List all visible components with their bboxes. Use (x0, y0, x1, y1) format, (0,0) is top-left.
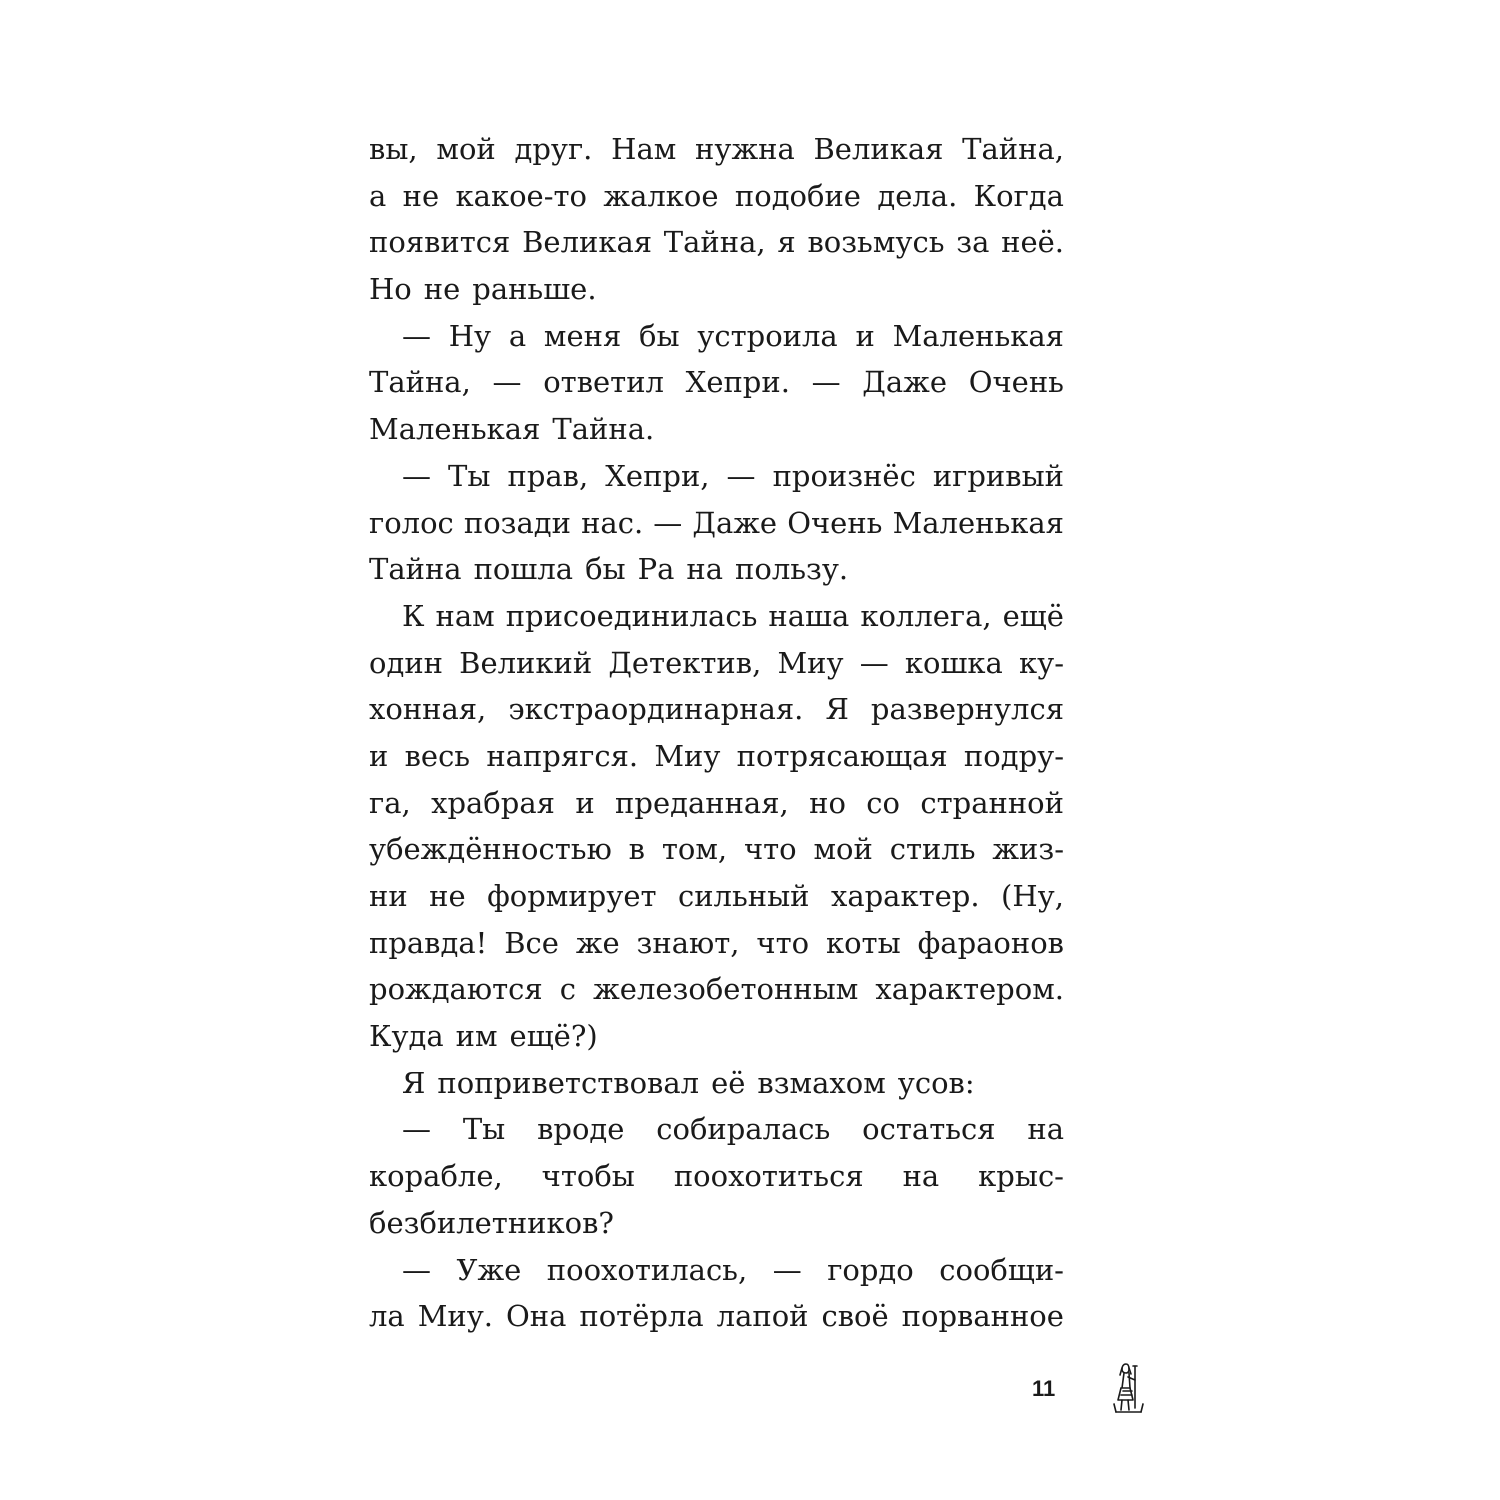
text-line (369, 1247, 1064, 1294)
word: Детектив, (608, 645, 762, 680)
word: дела. (877, 178, 958, 213)
word: Тайна (369, 552, 462, 587)
word: — (402, 318, 431, 353)
word: коллега, (860, 598, 992, 633)
word: — (726, 458, 756, 493)
word: весь (404, 738, 471, 773)
word: Очень (787, 505, 883, 540)
word: хонная, (369, 692, 487, 727)
word: раньше. (472, 272, 597, 307)
word: знают, (636, 925, 740, 960)
word: (Ну, (1001, 879, 1064, 913)
text-line (369, 733, 1064, 780)
word: — (653, 505, 683, 540)
word: вроде (537, 1112, 625, 1147)
word: что (743, 832, 797, 867)
word: какое-то (455, 178, 588, 213)
word: ответил (543, 365, 664, 400)
word: а (369, 178, 387, 213)
word: лапой (716, 1299, 809, 1334)
text-line (369, 126, 1064, 173)
text-line (369, 1153, 1064, 1200)
word: её (711, 1065, 746, 1100)
word: нужна (695, 132, 795, 166)
text-line (369, 453, 1064, 500)
egyptian-figure-icon (1108, 1358, 1148, 1418)
text-line (369, 966, 1064, 1013)
word: потрясающая (736, 738, 948, 773)
word: подру- (963, 738, 1064, 773)
word: порванное (901, 1299, 1064, 1334)
word: странной (920, 785, 1064, 820)
word: Миу. (417, 1299, 494, 1334)
word: формирует (487, 879, 657, 913)
word: мой (436, 132, 496, 166)
word: мой (813, 832, 873, 867)
text-line (369, 500, 1064, 547)
word: не (429, 879, 466, 913)
word: развернулся (870, 692, 1064, 727)
word: Великая (813, 132, 944, 166)
word: не (402, 178, 440, 213)
word: меня (543, 318, 622, 353)
text-line (369, 1060, 1064, 1107)
word: не (423, 272, 461, 307)
word: один (369, 645, 443, 680)
text-line (369, 1106, 1064, 1153)
word: друг. (514, 132, 593, 166)
text-line (369, 1013, 1064, 1060)
word: нас. (581, 505, 644, 540)
text-line (369, 640, 1064, 687)
word: что (756, 925, 810, 960)
word: К (402, 598, 425, 633)
word: жалкое (603, 178, 719, 213)
word: потёрла (579, 1299, 704, 1334)
word: сильный (677, 879, 810, 913)
word: на (686, 552, 724, 587)
word: Я (825, 692, 849, 727)
word: же (575, 925, 620, 960)
word: усов: (897, 1065, 975, 1100)
word: возьмусь (807, 225, 945, 260)
word: ещё (1002, 598, 1064, 633)
word: жиз- (992, 832, 1064, 867)
word: — (811, 365, 841, 400)
word: неё. (1001, 225, 1064, 260)
word: экстраординарная. (508, 692, 804, 727)
word: Тайна. (552, 412, 655, 447)
word: Она (506, 1299, 567, 1334)
word: собиралась (656, 1112, 831, 1147)
text-line (369, 686, 1064, 733)
word: Ра (637, 552, 675, 587)
text-line (369, 546, 1064, 593)
word: присоединилась (505, 598, 758, 633)
word: чтобы (541, 1159, 635, 1194)
word: ла (369, 1299, 405, 1334)
word: позади (463, 505, 571, 540)
word: сообщи- (939, 1252, 1064, 1287)
word: своё (821, 1299, 889, 1334)
word: Ну (448, 318, 492, 353)
word: — (402, 1252, 431, 1287)
word: с (559, 972, 577, 1007)
word: и (575, 785, 595, 820)
word: Тайна, (369, 365, 471, 400)
word: храбрая (431, 785, 555, 820)
word: Маленькая (892, 505, 1064, 540)
word: им (455, 1019, 498, 1054)
word: Даже (692, 505, 778, 540)
word: нам (435, 598, 495, 633)
word: ещё?) (509, 1019, 598, 1054)
word: Все (504, 925, 559, 960)
word: наша (768, 598, 850, 633)
text-line (369, 173, 1064, 220)
word: Очень (968, 365, 1064, 400)
word: поохотилась, (546, 1252, 748, 1287)
word: — (492, 365, 522, 400)
word: Миу (654, 738, 721, 773)
word: характером. (875, 972, 1064, 1007)
text-line (369, 266, 1064, 313)
word: бы (585, 552, 626, 587)
word: корабле, (369, 1159, 503, 1194)
word: в (628, 832, 645, 867)
word: рождаются (369, 972, 543, 1007)
word: Маленькая (369, 412, 541, 447)
word: ку- (1019, 645, 1064, 680)
word: убеждённостью (369, 832, 612, 867)
word: Куда (369, 1019, 444, 1054)
word: пошла (473, 552, 574, 587)
text-line (369, 359, 1064, 406)
word: Я (402, 1065, 426, 1100)
word: — (402, 458, 431, 493)
word: Ты (448, 458, 491, 493)
word: стиль (889, 832, 976, 867)
word: — (772, 1252, 802, 1287)
word: — (402, 1112, 431, 1147)
text-line (369, 873, 1064, 920)
word: коты (825, 925, 901, 960)
text-line (369, 313, 1064, 360)
word: но (809, 785, 846, 820)
word: Хепри. (685, 365, 790, 400)
word: Хепри, (605, 458, 710, 493)
word: гордо (827, 1252, 914, 1287)
word: ни (369, 879, 408, 913)
text-line (369, 1293, 1064, 1340)
word: пользу. (735, 552, 849, 587)
text-line (369, 593, 1064, 640)
text-line (369, 219, 1064, 266)
word: Тайна, (962, 132, 1064, 166)
word: а (508, 318, 527, 353)
word: том, (661, 832, 728, 867)
word: я (777, 225, 796, 260)
word: фараонов (917, 925, 1064, 960)
word: на (902, 1159, 940, 1194)
page-number: 11 (1032, 1376, 1056, 1401)
word: преданная, (615, 785, 789, 820)
word: со (866, 785, 900, 820)
word: Но (369, 272, 412, 307)
text-line (369, 780, 1064, 827)
word: характер. (830, 879, 980, 913)
word: игривый (932, 458, 1064, 493)
word: и (855, 318, 875, 353)
word: Даже (862, 365, 948, 400)
word: устроила (697, 318, 838, 353)
word: появится (369, 225, 511, 260)
word: на (1027, 1112, 1064, 1147)
word: взмахом (757, 1065, 886, 1100)
word: Когда (973, 178, 1064, 213)
word: крыс- (978, 1159, 1064, 1194)
word: подобие (734, 178, 861, 213)
word: Миу (777, 645, 844, 680)
text-line (369, 920, 1064, 967)
word: голос (369, 505, 454, 540)
word: кошка (904, 645, 1003, 680)
word: — (859, 645, 889, 680)
word: правда! (369, 925, 488, 960)
word: Тайна, (663, 225, 766, 260)
word: га, (369, 785, 411, 820)
word: за (956, 225, 990, 260)
word: безбилетников? (369, 1205, 614, 1240)
body-text (369, 126, 1064, 1340)
word: вы, (369, 132, 418, 166)
word: остаться (862, 1112, 996, 1147)
word: Великая (522, 225, 653, 260)
word: поприветствовал (437, 1065, 700, 1100)
word: Маленькая (892, 318, 1064, 353)
word: произнёс (772, 458, 916, 493)
word: Нам (611, 132, 677, 166)
word: напрягся. (486, 738, 639, 773)
word: поохотиться (673, 1159, 864, 1194)
text-line (369, 406, 1064, 453)
word: Ты (462, 1112, 506, 1147)
word: бы (639, 318, 680, 353)
text-line (369, 826, 1064, 873)
word: железобетонным (593, 972, 859, 1007)
word: Великий (459, 645, 593, 680)
text-line (369, 1200, 1064, 1247)
word: и (369, 738, 389, 773)
word: Уже (456, 1252, 522, 1287)
word: прав, (507, 458, 589, 493)
